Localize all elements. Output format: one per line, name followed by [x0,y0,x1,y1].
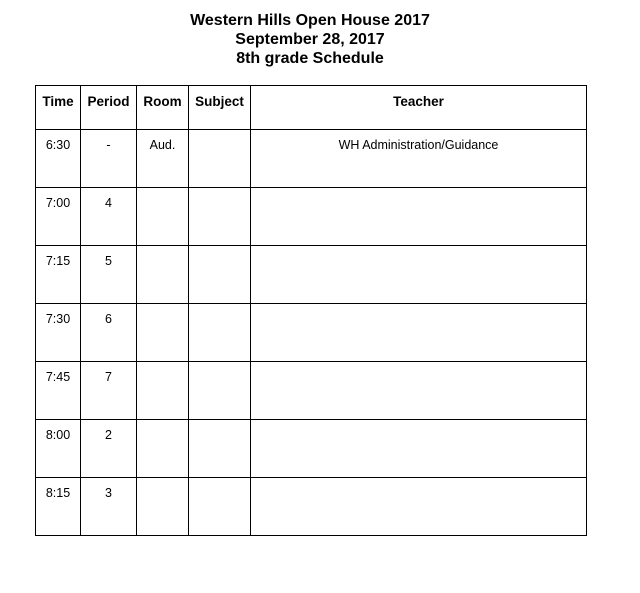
table-row [36,420,587,478]
table-row [36,188,587,246]
cell-subject [189,478,251,536]
cell-room [137,478,189,536]
cell-period: 7 [81,362,137,420]
table-row [36,304,587,362]
cell-subject [189,420,251,478]
cell-teacher [251,188,587,246]
cell-time: 7:00 [36,188,81,246]
header-row [36,86,587,130]
cell-time: 7:15 [36,246,81,304]
cell-time: 7:45 [36,362,81,420]
header-teacher: Teacher [251,86,587,130]
cell-teacher [251,362,587,420]
schedule-table [35,85,587,536]
cell-teacher [251,478,587,536]
cell-period: - [81,130,137,188]
header-time: Time [36,86,81,130]
header-room: Room [137,86,189,130]
cell-subject [189,130,251,188]
cell-room [137,188,189,246]
cell-time: 8:15 [36,478,81,536]
table-row [36,478,587,536]
cell-time: 6:30 [36,130,81,188]
cell-room [137,362,189,420]
cell-room: Aud. [137,130,189,188]
header-period: Period [81,86,137,130]
cell-period: 5 [81,246,137,304]
cell-subject [189,188,251,246]
cell-period: 3 [81,478,137,536]
cell-time: 7:30 [36,304,81,362]
table-row [36,246,587,304]
cell-teacher [251,420,587,478]
cell-teacher: WH Administration/Guidance [251,130,587,188]
title-line-grade: 8th grade Schedule [236,50,384,67]
table-row [36,130,587,188]
title-line-date: September 28, 2017 [235,31,385,48]
document-title [0,11,620,68]
title-line-event: Western Hills Open House 2017 [190,12,430,29]
cell-period: 2 [81,420,137,478]
cell-time: 8:00 [36,420,81,478]
cell-subject [189,362,251,420]
cell-teacher [251,246,587,304]
cell-room [137,246,189,304]
cell-room [137,420,189,478]
table-row [36,362,587,420]
cell-teacher [251,304,587,362]
cell-subject [189,304,251,362]
header-subject: Subject [189,86,251,130]
cell-period: 6 [81,304,137,362]
cell-period: 4 [81,188,137,246]
cell-room [137,304,189,362]
cell-subject [189,246,251,304]
